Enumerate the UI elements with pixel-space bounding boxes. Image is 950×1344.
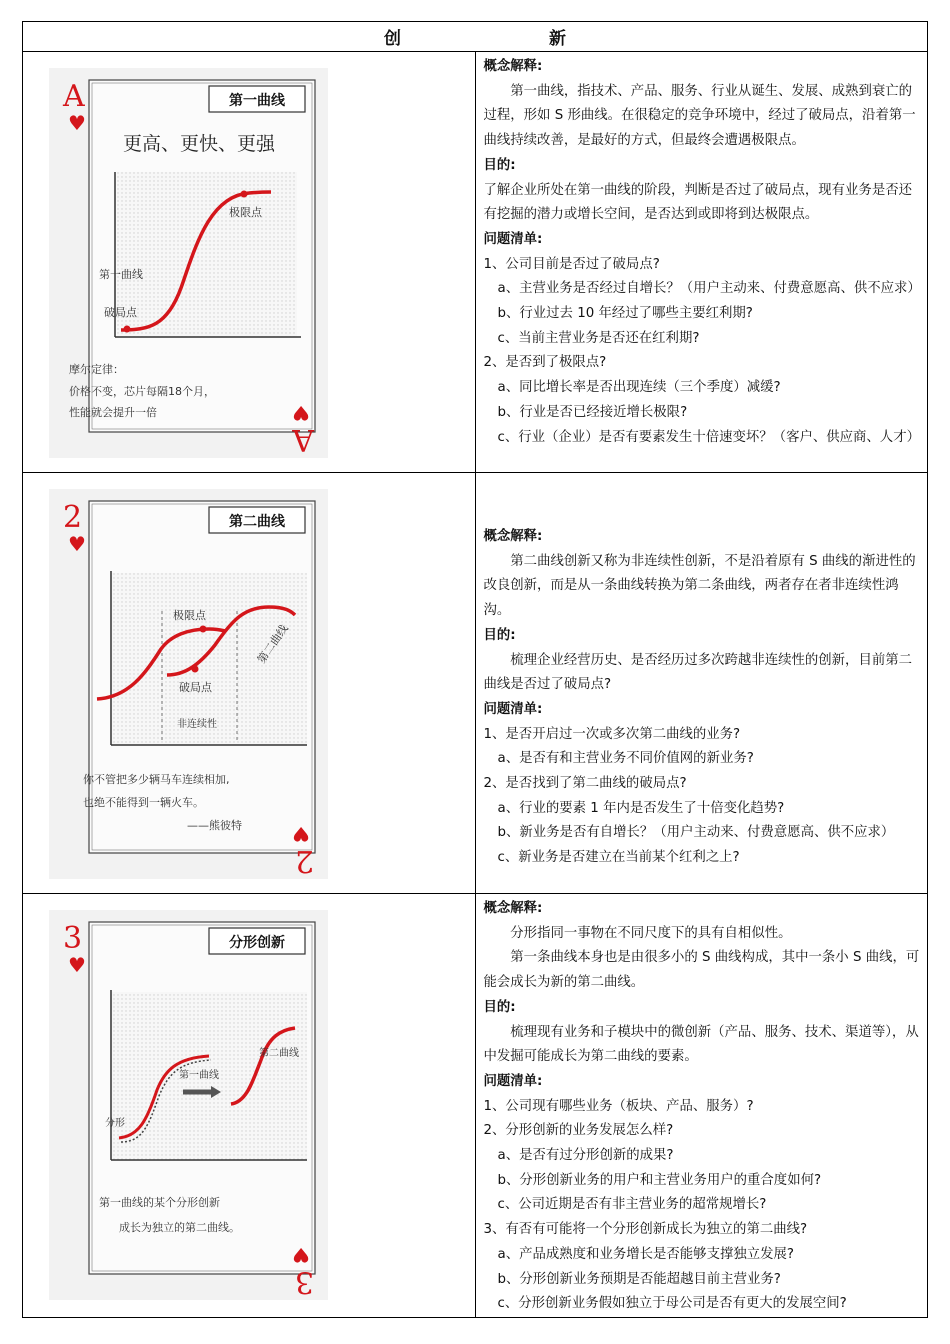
card-quote-line: 第一曲线的某个分形创新 bbox=[99, 1196, 220, 1209]
card-quote-line: 成长为独立的第二曲线。 bbox=[119, 1221, 240, 1234]
questions-label: 问题清单: bbox=[483, 1073, 543, 1089]
card-quote-line: 摩尔定律： bbox=[69, 363, 124, 376]
purpose-text: 梳理现有业务和子模块中的微创新（产品、服务、技术、渠道等），从中发掘可能成长为第二曲线的要素。 bbox=[483, 1024, 919, 1065]
heart-icon: ♥ bbox=[68, 953, 86, 977]
question: 3、有否有可能将一个分形创新成长为独立的第二曲线? bbox=[483, 1222, 808, 1238]
card-quote-line: 也绝不能得到一辆火车。 bbox=[83, 796, 204, 809]
heart-icon: ♥ bbox=[292, 822, 310, 846]
sub-question: a、产品成熟度和业务增长是否能够支撑独立发展? bbox=[497, 1246, 795, 1262]
playing-card-first-curve bbox=[49, 68, 328, 458]
page-title: 创 新 bbox=[23, 22, 928, 52]
sub-question: b、分形创新业务的用户和主营业务用户的重合度如何? bbox=[497, 1172, 822, 1188]
card-title: 第一曲线 bbox=[229, 93, 285, 109]
card-title: 分形创新 bbox=[229, 935, 285, 951]
sub-question: b、新业务是否有自增长？（用户主动来、付费意愿高、供不应求） bbox=[497, 825, 895, 841]
sub-question: a、同比增长率是否出现连续（三个季度）减缓? bbox=[497, 380, 781, 396]
sub-question: c、当前主营业务是否还在红利期? bbox=[497, 330, 700, 346]
label-limit-point: 极限点 bbox=[229, 206, 262, 219]
sub-question: a、是否有和主营业务不同价值网的新业务? bbox=[497, 751, 754, 767]
sub-question: c、新业务是否建立在当前某个红利之上? bbox=[497, 850, 740, 866]
questions-label: 问题清单: bbox=[483, 231, 543, 247]
question: 2、是否到了极限点? bbox=[483, 355, 607, 371]
label-break-point: 破局点 bbox=[179, 681, 212, 694]
label-second-curve: 第二曲线 bbox=[254, 622, 291, 666]
label-break-point: 破局点 bbox=[104, 306, 137, 319]
sub-question: a、行业的要素 1 年内是否发生了十倍变化趋势? bbox=[497, 800, 785, 816]
card-illustration bbox=[49, 68, 328, 458]
heart-icon: ♥ bbox=[292, 401, 310, 425]
text-cell-1 bbox=[475, 52, 928, 473]
purpose-label: 目的: bbox=[483, 627, 516, 643]
card-slogan: 更高、更快、更强 bbox=[122, 133, 276, 155]
question: 2、是否找到了第二曲线的破局点? bbox=[483, 776, 687, 792]
card-rank-bottom: 2 bbox=[294, 843, 314, 878]
sub-question: c、分形创新业务假如独立于母公司是否有更大的发展空间? bbox=[497, 1296, 847, 1312]
label-first-curve: 第一曲线 bbox=[179, 1070, 219, 1081]
playing-card-second-curve bbox=[49, 489, 328, 879]
card-rank-bottom: A bbox=[292, 422, 314, 457]
sub-question: a、是否有过分形创新的成果? bbox=[497, 1148, 674, 1164]
card-rank-top: 2 bbox=[63, 500, 83, 535]
card-rank-top: 3 bbox=[63, 921, 83, 956]
card-cell-2 bbox=[23, 473, 476, 894]
purpose-label: 目的: bbox=[483, 157, 516, 173]
question: 2、分形创新的业务发展怎么样? bbox=[483, 1123, 674, 1139]
heart-icon: ♥ bbox=[292, 1243, 310, 1267]
heart-icon: ♥ bbox=[68, 532, 86, 556]
label-discontinuity: 非连续性 bbox=[177, 719, 217, 730]
concept-text: 第一曲线，指技术、产品、服务、行业从诞生、发展、成熟到衰亡的过程，形如 S 形曲线。在很稳定的竞争环境中，经过了破局点，沿着第一曲线持续改善，是最好的方式，但最终会遭遇极限点。 bbox=[483, 83, 916, 149]
card-cell-1 bbox=[23, 52, 476, 473]
sub-question: b、行业过去 10 年经过了哪些主要红利期? bbox=[497, 306, 753, 322]
concept-text: 第二曲线创新又称为非连续性创新，不是沿着原有 S 曲线的渐进性的改良创新，而是从一条曲线转换为第二条曲线，两者存在者非连续性鸿沟。 bbox=[483, 553, 916, 619]
card-rank-top: A bbox=[63, 79, 85, 114]
card-quote-line: 价格不变，芯片每隔18个月， bbox=[69, 385, 215, 398]
content-table bbox=[22, 21, 928, 1318]
sub-question: b、行业是否已经接近增长极限? bbox=[497, 404, 688, 420]
concept-text: 第一条曲线本身也是由很多小的 S 曲线构成，其中一条小 S 曲线，可能会成长为新的第二曲线。 bbox=[483, 950, 920, 991]
purpose-text: 了解企业所处在第一曲线的阶段，判断是否过了破局点，现有业务是否还有挖掘的潜力或增长空间，是否达到或即将到达极限点。 bbox=[483, 182, 912, 223]
playing-card-fractal bbox=[49, 910, 328, 1300]
heart-icon: ♥ bbox=[68, 111, 86, 135]
label-first-curve: 第一曲线 bbox=[99, 268, 143, 281]
purpose-text: 梳理企业经营历史、是否经历过多次跨越非连续性的创新，目前第二曲线是否过了破局点? bbox=[483, 652, 913, 693]
concept-text: 分形指同一事物在不同尺度下的具有自相似性。 bbox=[510, 925, 792, 941]
label-fractal: 分形 bbox=[105, 1118, 125, 1129]
label-second-curve: 第二曲线 bbox=[259, 1048, 299, 1059]
card-quote-line: ——熊彼特 bbox=[187, 819, 242, 832]
purpose-label: 目的: bbox=[483, 999, 516, 1015]
card-quote-line: 你不管把多少辆马车连续相加, bbox=[83, 773, 230, 786]
card-rank-bottom: 3 bbox=[294, 1264, 314, 1299]
question: 1、公司目前是否过了破局点? bbox=[483, 256, 660, 272]
text-cell-2 bbox=[475, 473, 928, 894]
label-limit-point: 极限点 bbox=[173, 609, 206, 622]
text-cell-3 bbox=[475, 894, 928, 1318]
question: 1、是否开启过一次或多次第二曲线的业务? bbox=[483, 726, 741, 742]
card-illustration bbox=[49, 910, 328, 1300]
sub-question: a、主营业务是否经过自增长？（用户主动来、付费意愿高、供不应求） bbox=[497, 281, 921, 297]
sub-question: b、分形创新业务预期是否能超越目前主营业务? bbox=[497, 1271, 781, 1287]
concept-label: 概念解释: bbox=[483, 901, 543, 916]
question: 1、公司现有哪些业务（板块、产品、服务）? bbox=[483, 1098, 754, 1114]
sub-question: c、公司近期是否有非主营业务的超常规增长? bbox=[497, 1197, 767, 1213]
card-illustration bbox=[49, 489, 328, 879]
card-cell-3 bbox=[23, 894, 476, 1318]
questions-label: 问题清单: bbox=[483, 701, 543, 717]
concept-label: 概念解释: bbox=[483, 529, 543, 544]
card-title: 第二曲线 bbox=[229, 514, 285, 530]
card-quote-line: 性能就会提升一倍 bbox=[69, 406, 157, 419]
concept-label: 概念解释: bbox=[483, 59, 543, 74]
sub-question: c、行业（企业）是否有要素发生十倍速变坏？（客户、供应商、人才） bbox=[497, 429, 920, 445]
